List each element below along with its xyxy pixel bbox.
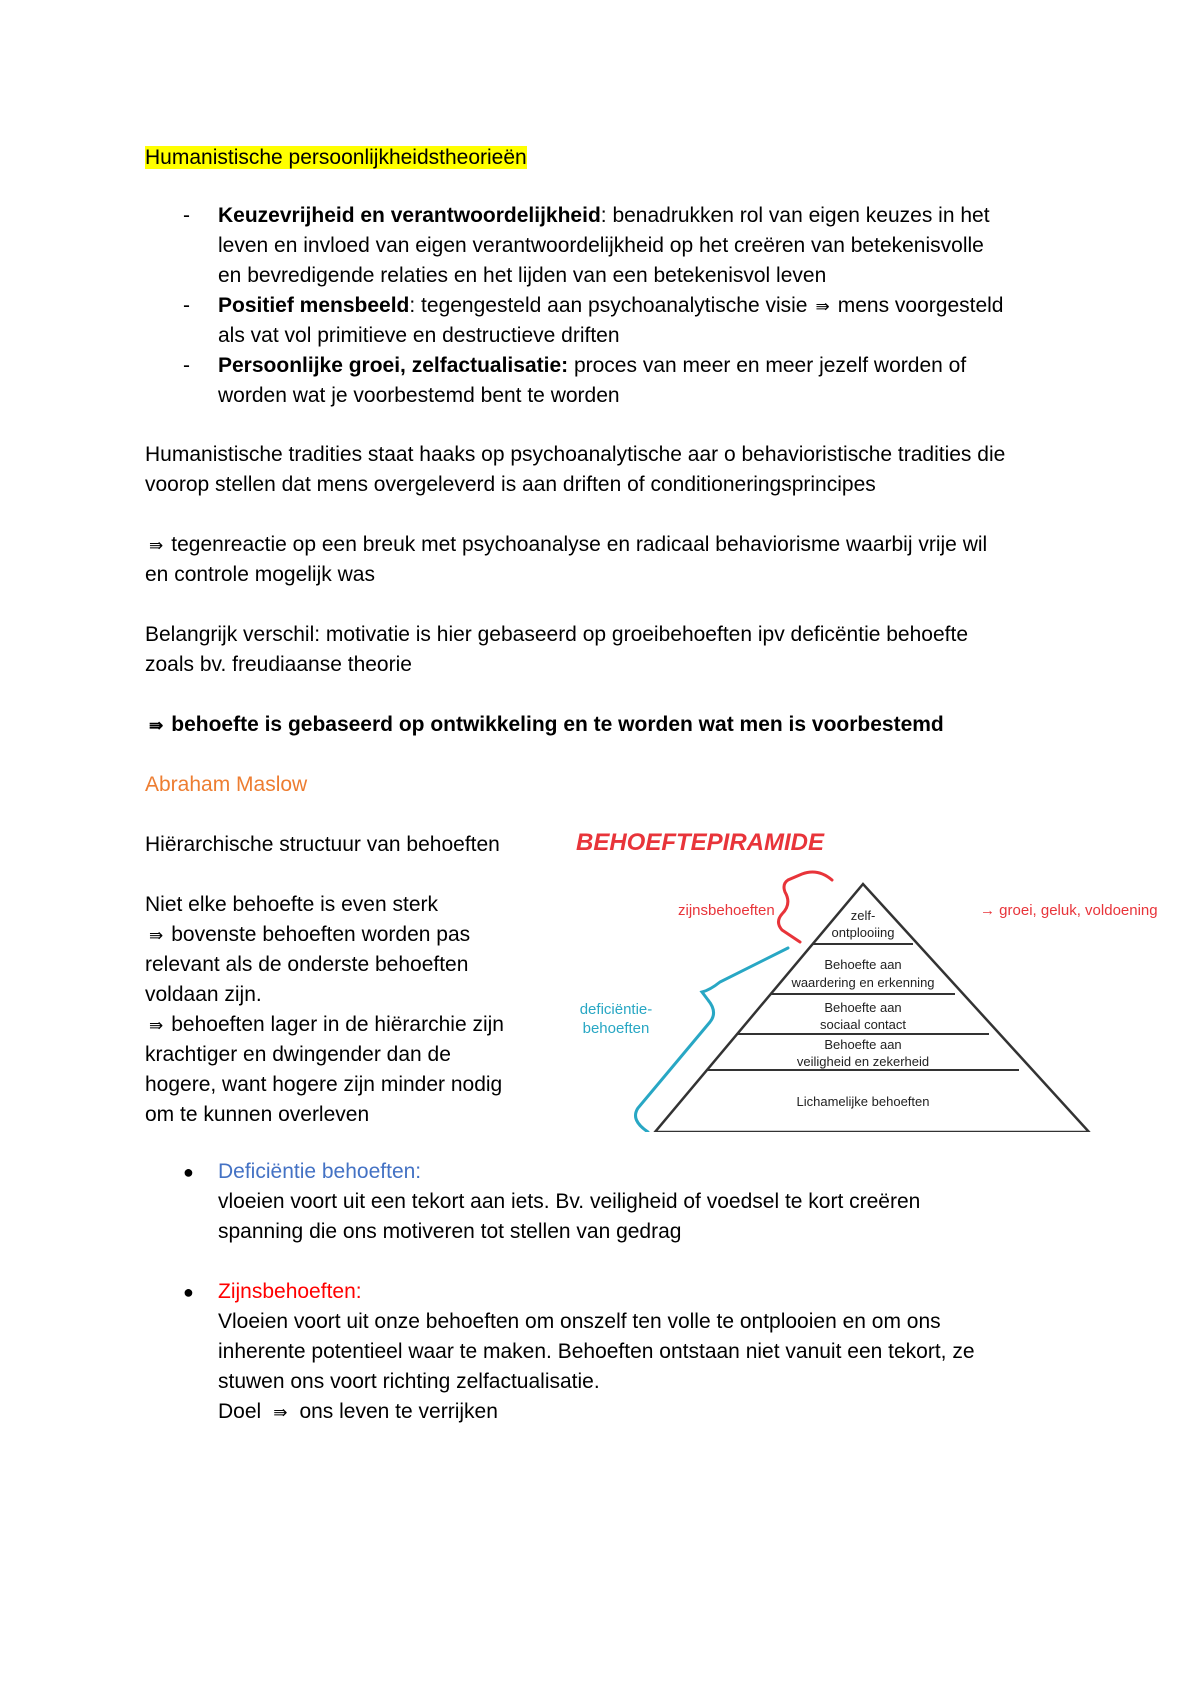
- left-col-line-7: krachtiger en dwingender dan de: [145, 1043, 451, 1066]
- left-col-line-4: relevant als de onderste behoeften: [145, 953, 469, 976]
- bullet-1-line-1: vloeien voort uit een tekort aan iets. Bv. veiligheid of voedsel te kort creëren: [218, 1190, 921, 1213]
- bullet-2-heading: Zijnsbehoeften:: [218, 1280, 362, 1303]
- paragraph-2-line-2: en controle mogelijk was: [145, 563, 375, 586]
- bullet-1-line-2: spanning die ons motiveren tot stellen van gedrag: [218, 1220, 682, 1243]
- left-col-line-2: Niet elke behoefte is even sterk: [145, 893, 438, 916]
- left-col-line-5: voldaan zijn.: [145, 983, 262, 1006]
- pyramid-level-5-line-1: zelf-: [850, 908, 876, 923]
- list-item-3-line-1: Persoonlijke groei, zelfactualisatie: proces van meer en meer jezelf worden of: [218, 354, 967, 377]
- paragraph-3-line-1: Belangrijk verschil: motivatie is hier gebaseerd op groeibehoeften ipv deficëntie behoefte: [145, 623, 968, 646]
- document-title: Humanistische persoonlijkheidstheorieën: [145, 146, 527, 169]
- paragraph-1-line-2: voorop stellen dat mens overgeleverd is aan driften of conditioneringsprincipes: [145, 473, 876, 496]
- arrow-icon: ⇛: [149, 926, 164, 945]
- pyramid-title: BEHOEFTEPIRAMIDE: [576, 829, 825, 856]
- zijnsbehoeften-label: zijnsbehoeften: [678, 902, 775, 919]
- left-col-line-1: Hiërarchische structuur van behoeften: [145, 833, 500, 856]
- needs-pyramid-figure: [570, 822, 1190, 1132]
- arrow-icon: ⇛: [149, 536, 164, 555]
- paragraph-2-line-1: ⇛ tegenreactie op een breuk met psychoanalyse en radicaal behaviorisme waarbij vrije wil: [145, 530, 987, 561]
- bullet-2-line-1: Vloeien voort uit onze behoeften om onszelf ten volle te ontplooien en om ons: [218, 1310, 941, 1333]
- list-dash: -: [183, 294, 190, 317]
- pyramid-level-3-line-2: sociaal contact: [820, 1017, 906, 1032]
- paragraph-1-line-1: Humanistische tradities staat haaks op psychoanalytische aar o behavioristische tradities die: [145, 443, 1006, 466]
- list-item-3-line-2: worden wat je voorbestemd bent te worden: [218, 384, 620, 407]
- pyramid-level-5-line-2: ontplooiing: [831, 925, 895, 940]
- pyramid-level-2-line-1: Behoefte aan: [824, 1037, 902, 1052]
- bullet-icon: ●: [183, 1162, 194, 1182]
- arrow-icon: ⇛: [149, 716, 164, 735]
- bullet-2-line-3: stuwen ons voort richting zelfactualisatie.: [218, 1370, 600, 1393]
- pyramid-level-2-line-2: veiligheid en zekerheid: [796, 1054, 930, 1069]
- teal-brace: [636, 948, 788, 1132]
- groei-label: → groei, geluk, voldoening: [980, 902, 1158, 919]
- bullet-icon: ●: [183, 1282, 194, 1302]
- bullet-1-heading: Deficiëntie behoeften:: [218, 1160, 422, 1183]
- list-dash: -: [183, 354, 190, 377]
- list-item-1-line-2: leven en invloed van eigen verantwoordelijkheid op het creëren van betekenisvolle: [218, 234, 984, 257]
- left-col-line-9: om te kunnen overleven: [145, 1103, 370, 1126]
- bullet-2-line-4: Doel ⇛ ons leven te verrijken: [218, 1397, 498, 1428]
- pyramid-level-3-line-1: Behoefte aan: [824, 1000, 902, 1015]
- arrow-icon: ⇛: [815, 297, 830, 316]
- pyramid-level-1: Lichamelijke behoeften: [796, 1094, 930, 1109]
- list-item-1-line-1: Keuzevrijheid en verantwoordelijkheid: benadrukken rol van eigen keuzes in het: [218, 204, 990, 227]
- arrow-icon: ⇛: [273, 1403, 288, 1422]
- deficientie-label-line-1: deficiëntie-: [579, 1001, 653, 1018]
- list-item-2-line-1: Positief mensbeeld: tegengesteld aan psychoanalytische visie ⇛ mens voorgesteld: [218, 291, 1004, 322]
- arrow-icon: ⇛: [149, 1016, 164, 1035]
- left-col-line-8: hogere, want hogere zijn minder nodig: [145, 1073, 503, 1096]
- pyramid-level-4-line-1: Behoefte aan: [824, 957, 902, 972]
- list-item-2-line-2: als vat vol primitieve en destructieve driften: [218, 324, 620, 347]
- deficientie-label-line-2: behoeften: [582, 1020, 650, 1037]
- section-heading-maslow: Abraham Maslow: [145, 773, 308, 796]
- left-col-line-6: ⇛ behoeften lager in de hiërarchie zijn: [145, 1010, 504, 1041]
- list-item-1-line-3: en bevredigende relaties en het lijden van een betekenisvol leven: [218, 264, 827, 287]
- paragraph-4: ⇛ behoefte is gebaseerd op ontwikkeling en te worden wat men is voorbestemd: [145, 710, 944, 741]
- left-col-line-3: ⇛ bovenste behoeften worden pas: [145, 920, 470, 951]
- pyramid-level-4-line-2: waardering en erkenning: [791, 975, 935, 990]
- paragraph-3-line-2: zoals bv. freudiaanse theorie: [145, 653, 412, 676]
- list-dash: -: [183, 204, 190, 227]
- bullet-2-line-2: inherente potentieel waar te maken. Behoeften ontstaan niet vanuit een tekort, ze: [218, 1340, 975, 1363]
